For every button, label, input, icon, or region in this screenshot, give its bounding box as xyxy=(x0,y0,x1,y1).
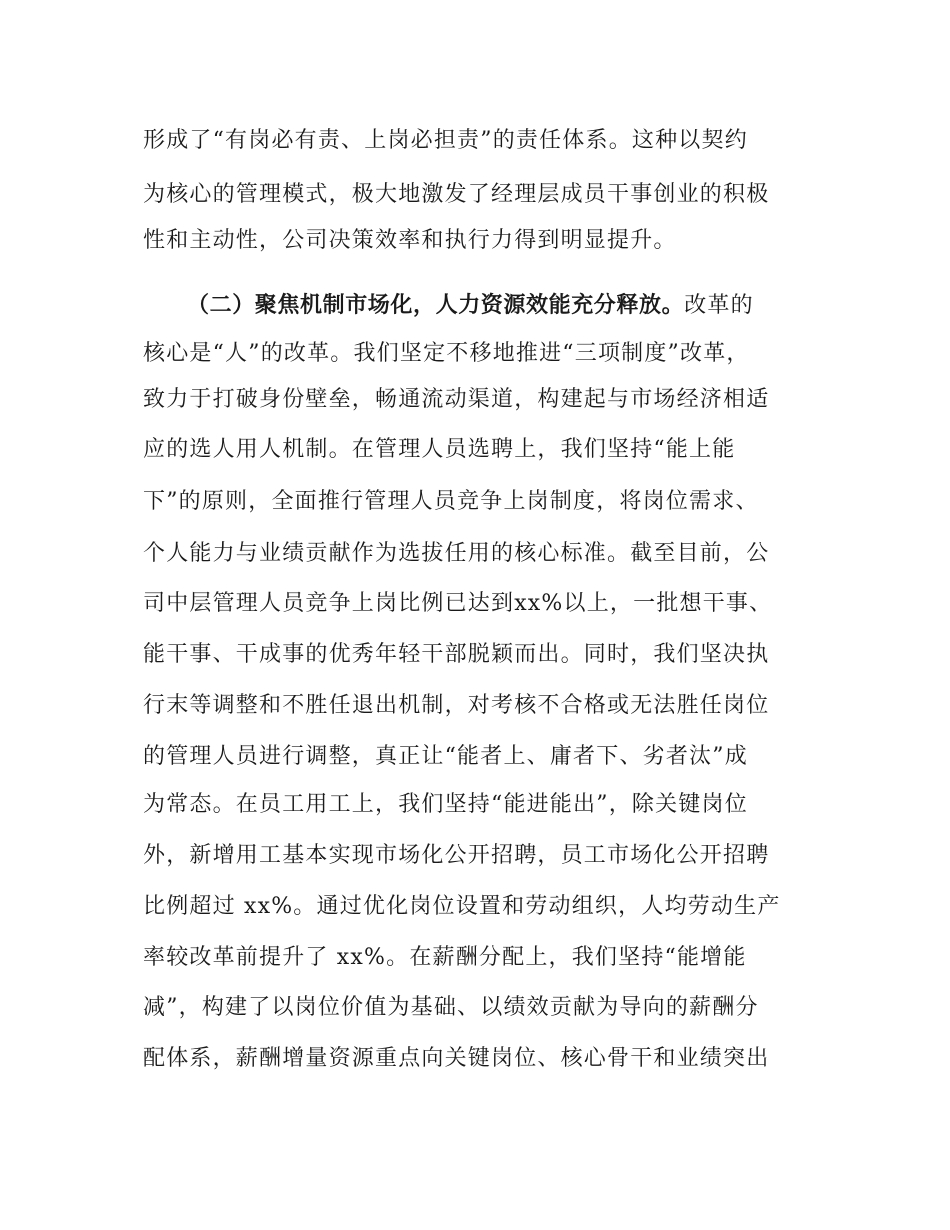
paragraph-2-line-4: 应的选人用人机制。在管理人员选聘上，我们坚持“能上能 xyxy=(143,437,736,462)
paragraph-2-line-8: 能干事、干成事的优秀年轻干部脱颖而出。同时，我们坚决执 xyxy=(143,642,770,667)
paragraph-2-line-3: 致力于打破身份壁垒，畅通流动渠道，构建起与市场经济相适 xyxy=(143,387,770,412)
paragraph-2-line-15: 减”，构建了以岗位价值为基础、以绩效贡献为导向的薪酬分 xyxy=(143,995,759,1020)
paragraph-1-line-3: 性和主动性，公司决策效率和执行力得到明显提升。 xyxy=(143,228,677,253)
paragraph-2-line-6: 个人能力与业绩贡献作为选拔任用的核心标准。截至目前，公 xyxy=(143,541,770,566)
paragraph-2-line-2: 核心是“人”的改革。我们坚定不移地推进“三项制度”改革， xyxy=(143,341,750,366)
paragraph-2-line-12: 外，新增用工基本实现市场化公开招聘，员工市场化公开招聘 xyxy=(143,843,770,868)
section-heading: （二）聚焦机制市场化，人力资源效能充分释放。 xyxy=(187,293,685,318)
paragraph-2-line-7: 司中层管理人员竞争上岗比例已达到xx%以上，一批想干事、 xyxy=(143,591,773,616)
paragraph-2-line-14: 率较改革前提升了 xx%。在薪酬分配上，我们坚持“能增能 xyxy=(143,945,747,970)
paragraph-2-line-5: 下”的原则，全面推行管理人员竞争上岗制度，将岗位需求、 xyxy=(143,489,759,514)
paragraph-2-line-13: 比例超过 xx%。通过优化岗位设置和劳动组织，人均劳动生产 xyxy=(143,894,781,919)
paragraph-2-line-16: 配体系，薪酬增量资源重点向关键岗位、核心骨干和业绩突出 xyxy=(143,1046,770,1071)
paragraph-2-line-1 xyxy=(187,286,867,326)
paragraph-2-line-10: 的管理人员进行调整，真正让“能者上、庸者下、劣者汰”成 xyxy=(143,744,748,769)
paragraph-1-line-1: 形成了“有岗必有责、上岗必担责”的责任体系。这种以契约 xyxy=(143,128,748,153)
paragraph-2-line-11: 为常态。在员工用工上，我们坚持“能进能出”，除关键岗位 xyxy=(143,792,748,817)
paragraph-1-line-2: 为核心的管理模式，极大地激发了经理层成员干事创业的积极 xyxy=(143,182,770,207)
paragraph-2-line-1-rest: 改革的 xyxy=(684,293,754,318)
paragraph-2-line-9: 行末等调整和不胜任退出机制，对考核不合格或无法胜任岗位 xyxy=(143,693,770,718)
